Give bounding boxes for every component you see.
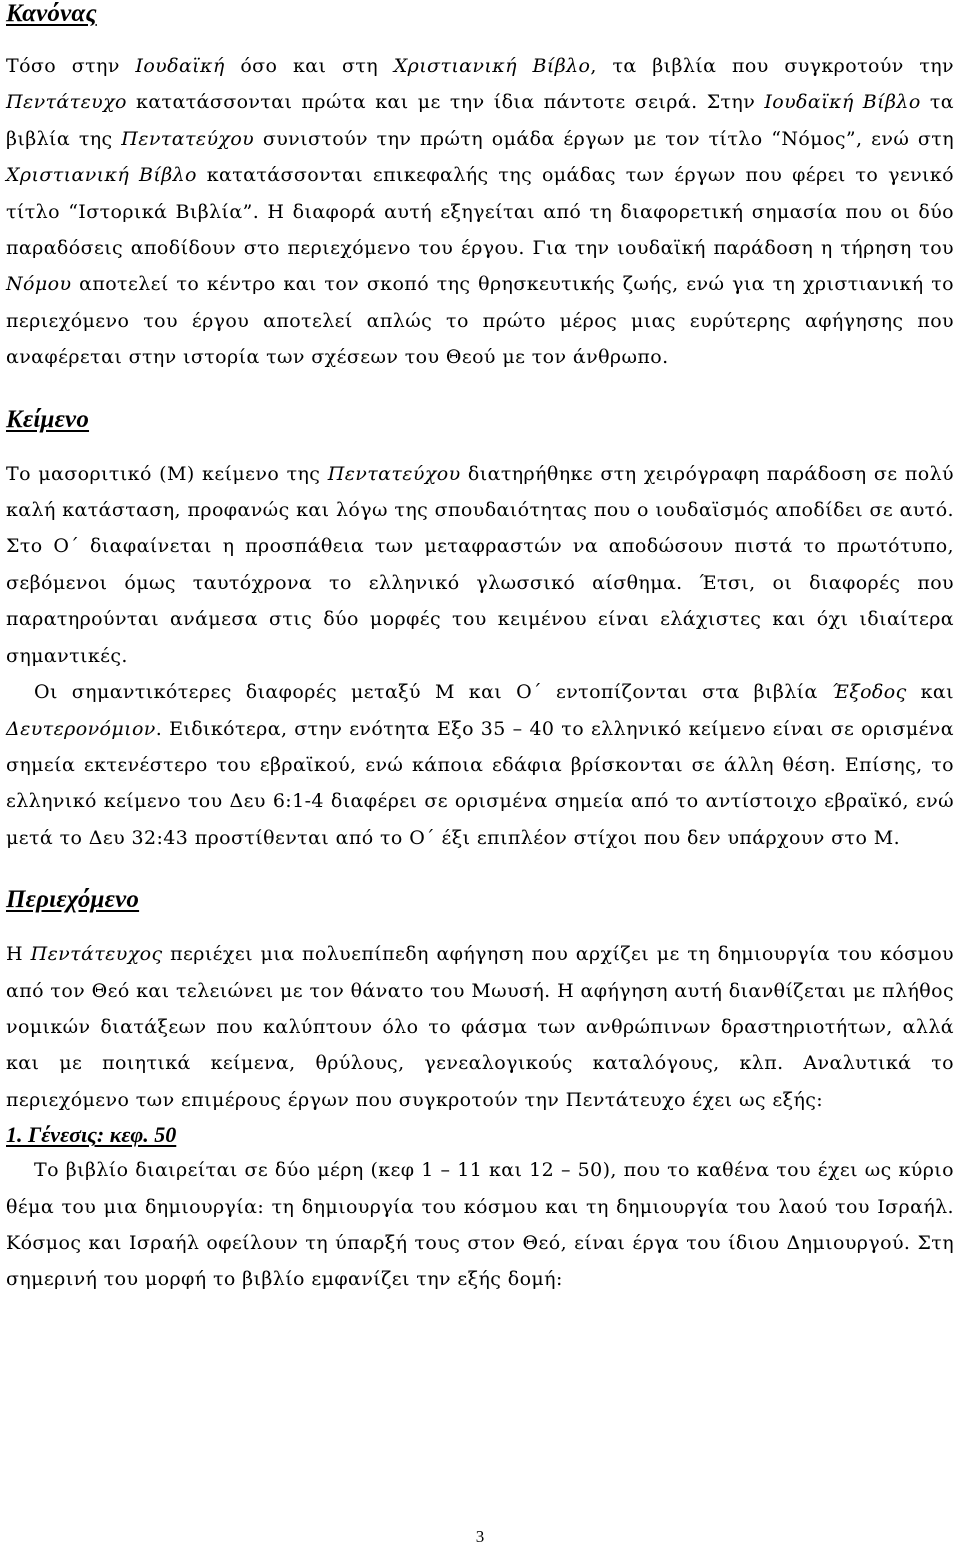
page-number: 3 bbox=[475, 1527, 485, 1546]
paragraph-keimeno-2: Οι σημαντικότερες διαφορές μεταξύ Μ και Ο΄ εντοπίζονται στα βιβλία Έξοδος και Δευτερονόμιον. Ειδικότερα, στην ενότητα Εξο 35 – 40 το ελληνικό κείμενο είναι σε ορισμένα σημεία εκτενέστερο του εβραϊκού, ενώ κάποια εδάφια βρίσκονται σε άλλη θέση. Επίσης, το ελληνικό κείμενο του Δευ 6:1-4 διαφέρει σε ορισμένα σημεία από το αντίστοιχο εβραϊκό, ενώ μετά το Δευ 32:43 προστίθενται από το Ο΄ έξι επιπλέον στίχοι που δεν υπάρχουν στο Μ. bbox=[6, 681, 954, 849]
paragraph-kanonas: Τόσο στην Ιουδαϊκή όσο και στη Χριστιανική Βίβλο, τα βιβλία που συγκροτούν την Πεντάτευχο κατατάσσονται πρώτα και με την ίδια πάντοτε σειρά. Στην Ιουδαϊκή Βίβλο τα βιβλία της Πεντατεύχου συνιστούν την πρώτη ομάδα έργων με τον τίτλο “Νόμος”, ενώ στη Χριστιανική Βίβλο κατατάσσονται επικεφαλής της ομάδας των έργων που φέρει το γενικό τίτλο “Ιστορικά Βιβλία”. Η διαφορά αυτή εξηγείται από τη διαφορετική σημασία που οι δύο παραδόσεις αποδίδουν στο περιεχόμενο του έργου. Για την ιουδαϊκή παράδοση η τήρηση του Νόμου αποτελεί το κέντρο και τον σκοπό της θρησκευτικής ζωής, ενώ για τη χριστιανική το περιεχόμενο του έργου αποτελεί απλώς το πρώτο μέρος μιας ευρύτερης αφήγησης που αναφέρεται στην ιστορία των σχέσεων του Θεού με τον άνθρωπο. bbox=[6, 55, 955, 369]
section-heading-kanonas: Κανόνας bbox=[6, 0, 97, 27]
paragraph-genesis: Το βιβλίο διαιρείται σε δύο μέρη (κεφ 1 – 11 και 12 – 50), που το καθένα του έχει ως κύριο θέμα του μια δημιουργία: τη δημιουργία του κόσμου και τη δημιουργία του λαού του Ισραήλ. Κόσμος και Ισραήλ οφείλουν τη ύπαρξή τους στον Θεό, είναι έργα του ίδιου Δημιουργού. Στη σημερινή του μορφή το βιβλίο εμφανίζει την εξής δομή: bbox=[6, 1159, 954, 1291]
section-heading-periexomeno: Περιεχόμενο bbox=[6, 886, 140, 914]
paragraph-periexomeno-1: Η Πεντάτευχος περιέχει μια πολυεπίπεδη αφήγηση που αρχίζει με τη δημιουργία του κόσμου από τον Θεό και τελειώνει με τον θάνατο του Μωυσή. Η αφήγηση αυτή διανθίζεται με πλήθος νομικών διατάξεων που καλύπτουν όλο το φάσμα των ανθρώπινων δραστηριοτήτων, αλλά και με ποιητικά κείμενα, θρύλους, γενεαλογικούς καταλόγους, κλπ. Αναλυτικά το περιεχόμενο των επιμέρους έργων που συγκροτούν την Πεντάτευχο έχει ως εξής: bbox=[6, 943, 954, 1111]
subheading-genesis: 1. Γένεσις: κεφ. 50 bbox=[6, 1122, 177, 1148]
paragraph-keimeno-1: Το μασοριτικό (Μ) κείμενο της Πεντατεύχου διατηρήθηκε στη χειρόγραφη παράδοση σε πολύ καλή κατάσταση, προφανώς και λόγω της σπουδαιότητας που ο ιουδαϊσμός αποδίδει σε αυτό. Στο Ο΄ διαφαίνεται η προσπάθεια των μεταφραστών να αποδώσουν πιστά το πρωτότυπο, σεβόμενοι όμως ταυτόχρονα το ελληνικό γλωσσικό αίσθημα. Έτσι, οι διαφορές που παρατηρούνται ανάμεσα στις δύο μορφές του κειμένου είναι ελάχιστες και όχι ιδιαίτερα σημαντικές. bbox=[6, 462, 954, 667]
section-heading-keimeno: Κείμενο bbox=[6, 405, 90, 433]
document-page bbox=[6, 0, 954, 1298]
